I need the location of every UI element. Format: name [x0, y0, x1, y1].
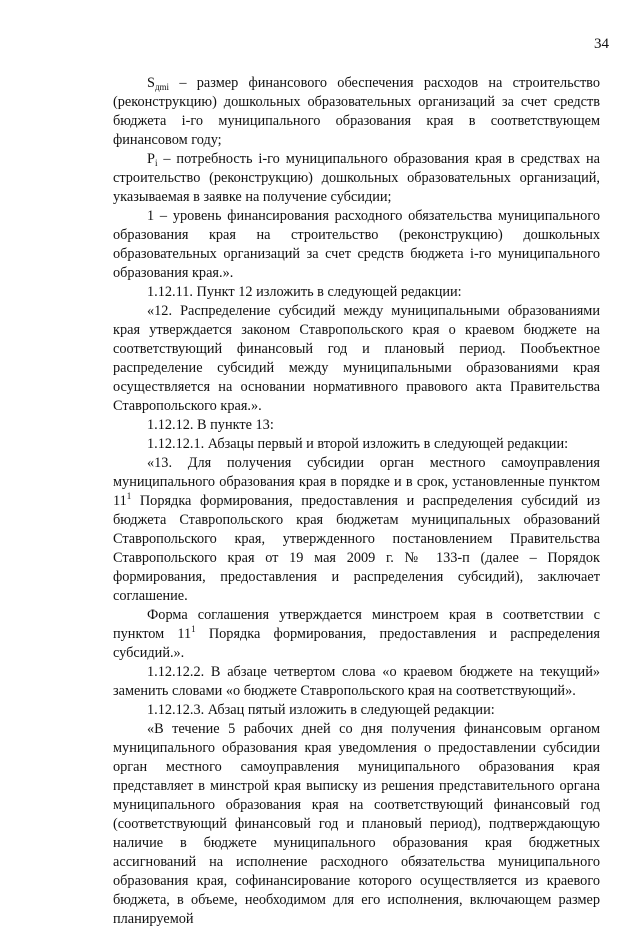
- document-body: [113, 74, 600, 929]
- paragraph-1-12-12: 1.12.12. В пункте 13:: [147, 417, 274, 433]
- paragraph-1-12-12-1: 1.12.12.1. Абзацы первый и второй изложить в следующей редакции:: [147, 436, 569, 452]
- paragraph-1-12-12-2: 1.12.12.2. В абзаце четвертом слова «о краевом бюджете на текущий» заменить словами «о бюджете Ставропольского края на соответствующий».: [113, 664, 600, 699]
- formula-symbol: S: [147, 75, 155, 91]
- paragraph-1-12-12-3: 1.12.12.3. Абзац пятый изложить в следующей редакции:: [147, 702, 495, 718]
- paragraph-text: Порядка формирования, предоставления и распределения субсидий.».: [113, 626, 600, 661]
- paragraph-five-working-days: «В течение 5 рабочих дней со дня получения финансовым органом муниципального образования края уведомления о предоставлении субсидии орган местного самоуправления муниципального образования края представляет в минстрой края выписку из решения представительного органа муниципального образования края на соответствующий финансовый год (соответствующий финансовый год и плановый период), подтверждающую наличие в бюджете муниципального образования края бюджетных ассигнований на исполнение расходного обязательства муниципального образования края, софинансирование которого осуществляется из краевого бюджета, в объеме, необходимом для его исполнения, включающем размер планируемой: [113, 721, 600, 927]
- paragraph-clause-13: [113, 454, 600, 606]
- superscript: 1: [126, 491, 132, 501]
- paragraph-p-definition: [113, 150, 600, 207]
- paragraph-text: Порядка формирования, предоставления и распределения субсидий из бюджета Ставропольского края бюджетам муниципальных образований Ставропольского края, утвержденного постановлением Правительства Ставропольского края от 19 мая 2009 г. № 133-п (далее – Порядок формирования, предоставления и распределения субсидий), заключает соглашение.: [113, 493, 600, 604]
- superscript: 1: [191, 624, 196, 634]
- formula-subscript: i: [154, 158, 158, 168]
- formula-subscript: дmi: [154, 82, 170, 92]
- page-number: 34: [594, 36, 609, 52]
- paragraph-funding-level: 1 – уровень финансирования расходного обязательства муниципального образования края на строительство (реконструкцию) дошкольных образовательных организаций за счет средств бюджета i-го муниципального образования края.».: [113, 208, 600, 281]
- paragraph-text: «13. Для получения субсидии орган местного самоуправления муниципального образования края в порядке и в срок, установленные пунктом 11: [113, 455, 600, 509]
- formula-symbol: P: [147, 151, 155, 167]
- paragraph-text: – размер финансового обеспечения расходов на строительство (реконструкцию) дошкольных образовательных организаций за счет средств бюджета i-го муниципального образования края в соответствующем финансовом году;: [113, 75, 600, 148]
- paragraph-agreement-form: [113, 606, 600, 663]
- paragraph-clause-12: «12. Распределение субсидий между муниципальными образованиями края утверждается законом Ставропольского края о краевом бюджете на соответствующий финансовый год и плановый период. Пообъектное распределение субсидий между муниципальными образованиями края осуществляется на основании нормативного правового акта Правительства Ставропольского края.».: [113, 303, 600, 414]
- paragraph-text: – потребность i-го муниципального образования края в средствах на строительство (реконструкцию) дошкольных образовательных организаций, указываемая в заявке на получение субсидии;: [113, 151, 600, 205]
- paragraph-s-definition: [113, 74, 600, 150]
- paragraph-1-12-11: 1.12.11. Пункт 12 изложить в следующей редакции:: [147, 284, 462, 300]
- paragraph-text: Форма соглашения утверждается минстроем края в соответствии с пунктом 11: [113, 607, 600, 642]
